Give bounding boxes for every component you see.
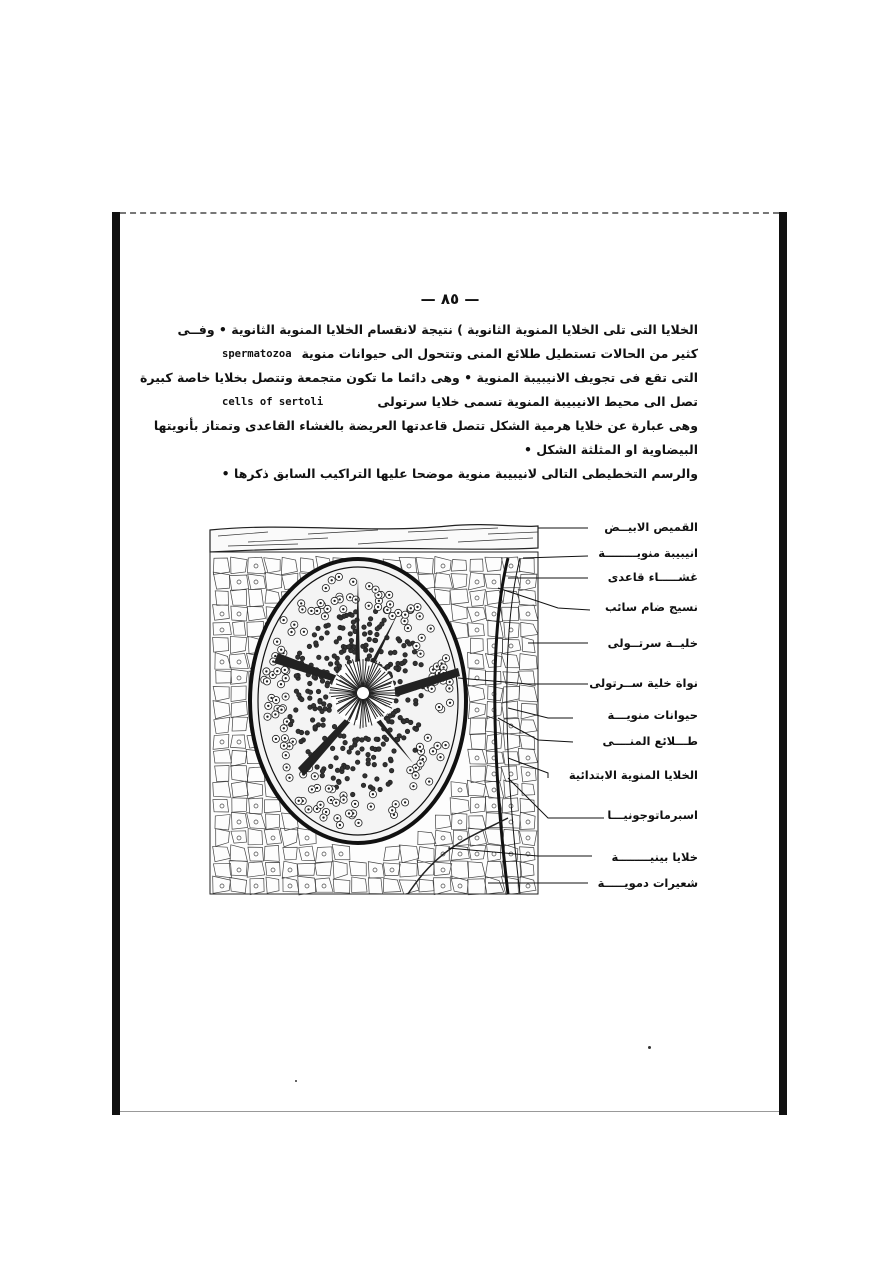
label-spermatozoa: حيوانات منويـــة <box>607 708 698 722</box>
text-line: الخلايا التى تلى الخلايا المنوية الثانوية ) نتيجة لانقسام الخلايا المنوية الثانوية • وفــى <box>177 322 698 337</box>
label-spermatids: طـــلائع المنــــى <box>602 734 698 748</box>
term-spermatozoa: spermatozoa <box>222 348 292 360</box>
label-tunica-albuginea: القميص الابيــض <box>604 520 698 534</box>
scan-speck <box>648 1046 651 1049</box>
label-blood-capillaries: شعيرات دمويـــــة <box>597 876 698 890</box>
text-line: تصل الى محيط الانيبيبة المنوية تسمى خلايا سرتولى <box>377 394 698 409</box>
label-seminiferous-tubule: انيبيبة منويــــــــة <box>598 546 698 560</box>
text-line: كثير من الحالات تستطيل طلائع المنى وتتحول الى حيوانات منوية <box>301 346 698 361</box>
page-number: — ٨٥ — <box>420 290 480 308</box>
scan-border-left <box>112 212 120 1115</box>
label-spermatogonia: اسبرماتوجونيـــا <box>607 808 698 822</box>
label-sertoli-nucleus: نواة خلية ســرتولى <box>589 676 698 690</box>
scan-speck <box>295 1080 297 1082</box>
seminiferous-tubule-diagram <box>208 518 698 898</box>
label-sertoli-cell: خليــة سرتــولى <box>607 636 698 650</box>
term-sertoli: cells of sertoli <box>222 396 324 408</box>
text-line: البيضاوية او المثلثة الشكل • <box>523 442 698 457</box>
text-line: والرسم التخطيطى التالى لانيبيبة منوية موضحا عليها التراكيب السابق ذكرها • <box>221 466 698 481</box>
scan-border-bottom <box>120 1111 779 1112</box>
text-line-with-term <box>208 390 698 414</box>
text-line: التى تقع فى تجويف الانيبيبة المنوية • وهى دائما ما تكون متجمعة وتتصل بخلايا خاصة كبيرة <box>140 370 698 385</box>
text-line: وهى عبارة عن خلايا هرمية الشكل تتصل قاعدتها العريضة بالغشاء القاعدى وتمتاز بأنويتها <box>153 418 698 433</box>
text-line-with-term <box>208 342 698 366</box>
label-basement-membrane: غشـــــاء قاعدى <box>607 570 698 584</box>
scan-border-right <box>779 212 787 1115</box>
label-primary-spermatocytes: الخلايا المنوية الابتدائية <box>568 768 698 782</box>
page-top-dashed-edge <box>120 212 779 214</box>
body-paragraph <box>140 318 698 486</box>
label-interstitial-cells: خلايا بينيــــــــة <box>611 850 698 864</box>
label-loose-connective-tissue: نسيج ضام سائب <box>605 600 698 614</box>
